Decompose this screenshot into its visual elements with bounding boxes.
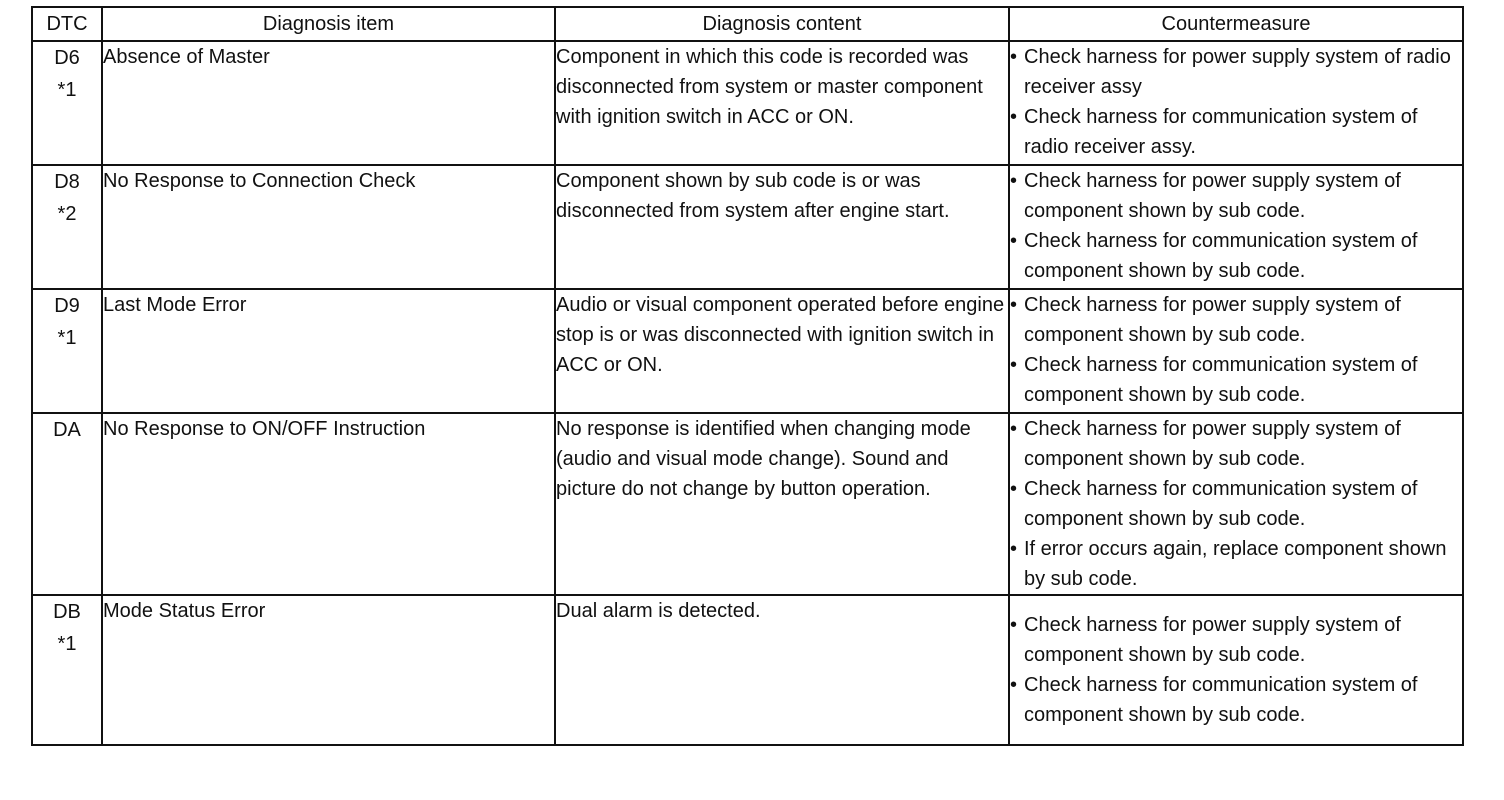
diagnosis-content: Audio or visual component operated before engine stop is or was disconnected with ignition switch in ACC or ON. [555, 289, 1009, 413]
header-diagnosis-content: Diagnosis content [555, 7, 1009, 41]
bullet-icon: • [1010, 106, 1018, 128]
bullet-icon: • [1010, 354, 1018, 376]
table-row [32, 413, 1463, 595]
dtc-cell [32, 289, 102, 413]
dtc-note: *2 [57, 203, 77, 225]
bullet-icon: • [1010, 674, 1018, 696]
countermeasure-item: • Check harness for power supply system of radio receiver assy [1010, 42, 1462, 102]
countermeasure-item: • Check harness for communication system of component shown by sub code. [1010, 474, 1462, 534]
dtc-code: D8 [54, 171, 80, 193]
countermeasure-list [1010, 42, 1462, 162]
bullet-icon: • [1010, 614, 1018, 636]
diagnosis-item: No Response to ON/OFF Instruction [102, 413, 555, 595]
countermeasure-cell [1009, 165, 1463, 289]
countermeasure-list [1010, 166, 1462, 286]
bullet-icon: • [1010, 418, 1018, 440]
dtc-code: D9 [54, 295, 80, 317]
bullet-icon: • [1010, 230, 1018, 252]
bullet-icon: • [1010, 170, 1018, 192]
table-row [32, 165, 1463, 289]
table-row [32, 41, 1463, 165]
dtc-note: *1 [57, 79, 77, 101]
diagnosis-item: Absence of Master [102, 41, 555, 165]
diagnosis-content: Component shown by sub code is or was disconnected from system after engine start. [555, 165, 1009, 289]
dtc-cell [32, 165, 102, 289]
bullet-icon: • [1010, 46, 1018, 68]
countermeasure-cell [1009, 289, 1463, 413]
diagnosis-content: No response is identified when changing mode (audio and visual mode change). Sound and picture do not change by button operation. [555, 413, 1009, 595]
dtc-code: DB [53, 601, 81, 623]
countermeasure-item: • Check harness for communication system of component shown by sub code. [1010, 226, 1462, 286]
dtc-cell [32, 413, 102, 595]
dtc-code: DA [53, 419, 81, 441]
countermeasure-cell [1009, 41, 1463, 165]
dtc-cell [32, 41, 102, 165]
dtc-note: *1 [57, 327, 77, 349]
dtc-table [31, 6, 1464, 746]
dtc-cell [32, 595, 102, 745]
header-dtc: DTC [32, 7, 102, 41]
countermeasure-list [1010, 290, 1462, 410]
diagnosis-item: No Response to Connection Check [102, 165, 555, 289]
bullet-icon: • [1010, 538, 1018, 560]
header-row [32, 7, 1463, 41]
countermeasure-item: • Check harness for power supply system of component shown by sub code. [1010, 610, 1462, 670]
dtc-note: *1 [57, 633, 77, 655]
diagnosis-content: Dual alarm is detected. [555, 595, 1009, 745]
countermeasure-item: • Check harness for communication system of component shown by sub code. [1010, 670, 1462, 730]
table-row [32, 289, 1463, 413]
bullet-icon: • [1010, 294, 1018, 316]
countermeasure-list [1010, 610, 1462, 730]
countermeasure-cell [1009, 413, 1463, 595]
header-countermeasure: Countermeasure [1009, 7, 1463, 41]
table-row [32, 595, 1463, 745]
countermeasure-list [1010, 414, 1462, 594]
countermeasure-item: • Check harness for communication system of component shown by sub code. [1010, 350, 1462, 410]
bullet-icon: • [1010, 478, 1018, 500]
diagnosis-item: Mode Status Error [102, 595, 555, 745]
countermeasure-item: • If error occurs again, replace component shown by sub code. [1010, 534, 1462, 594]
countermeasure-cell [1009, 595, 1463, 745]
diagnosis-item: Last Mode Error [102, 289, 555, 413]
diagnosis-content: Component in which this code is recorded was disconnected from system or master component with ignition switch in ACC or ON. [555, 41, 1009, 165]
dtc-code: D6 [54, 47, 80, 69]
countermeasure-item: • Check harness for power supply system of component shown by sub code. [1010, 414, 1462, 474]
countermeasure-item: • Check harness for power supply system of component shown by sub code. [1010, 166, 1462, 226]
countermeasure-item: • Check harness for communication system of radio receiver assy. [1010, 102, 1462, 162]
header-diagnosis-item: Diagnosis item [102, 7, 555, 41]
countermeasure-item: • Check harness for power supply system of component shown by sub code. [1010, 290, 1462, 350]
